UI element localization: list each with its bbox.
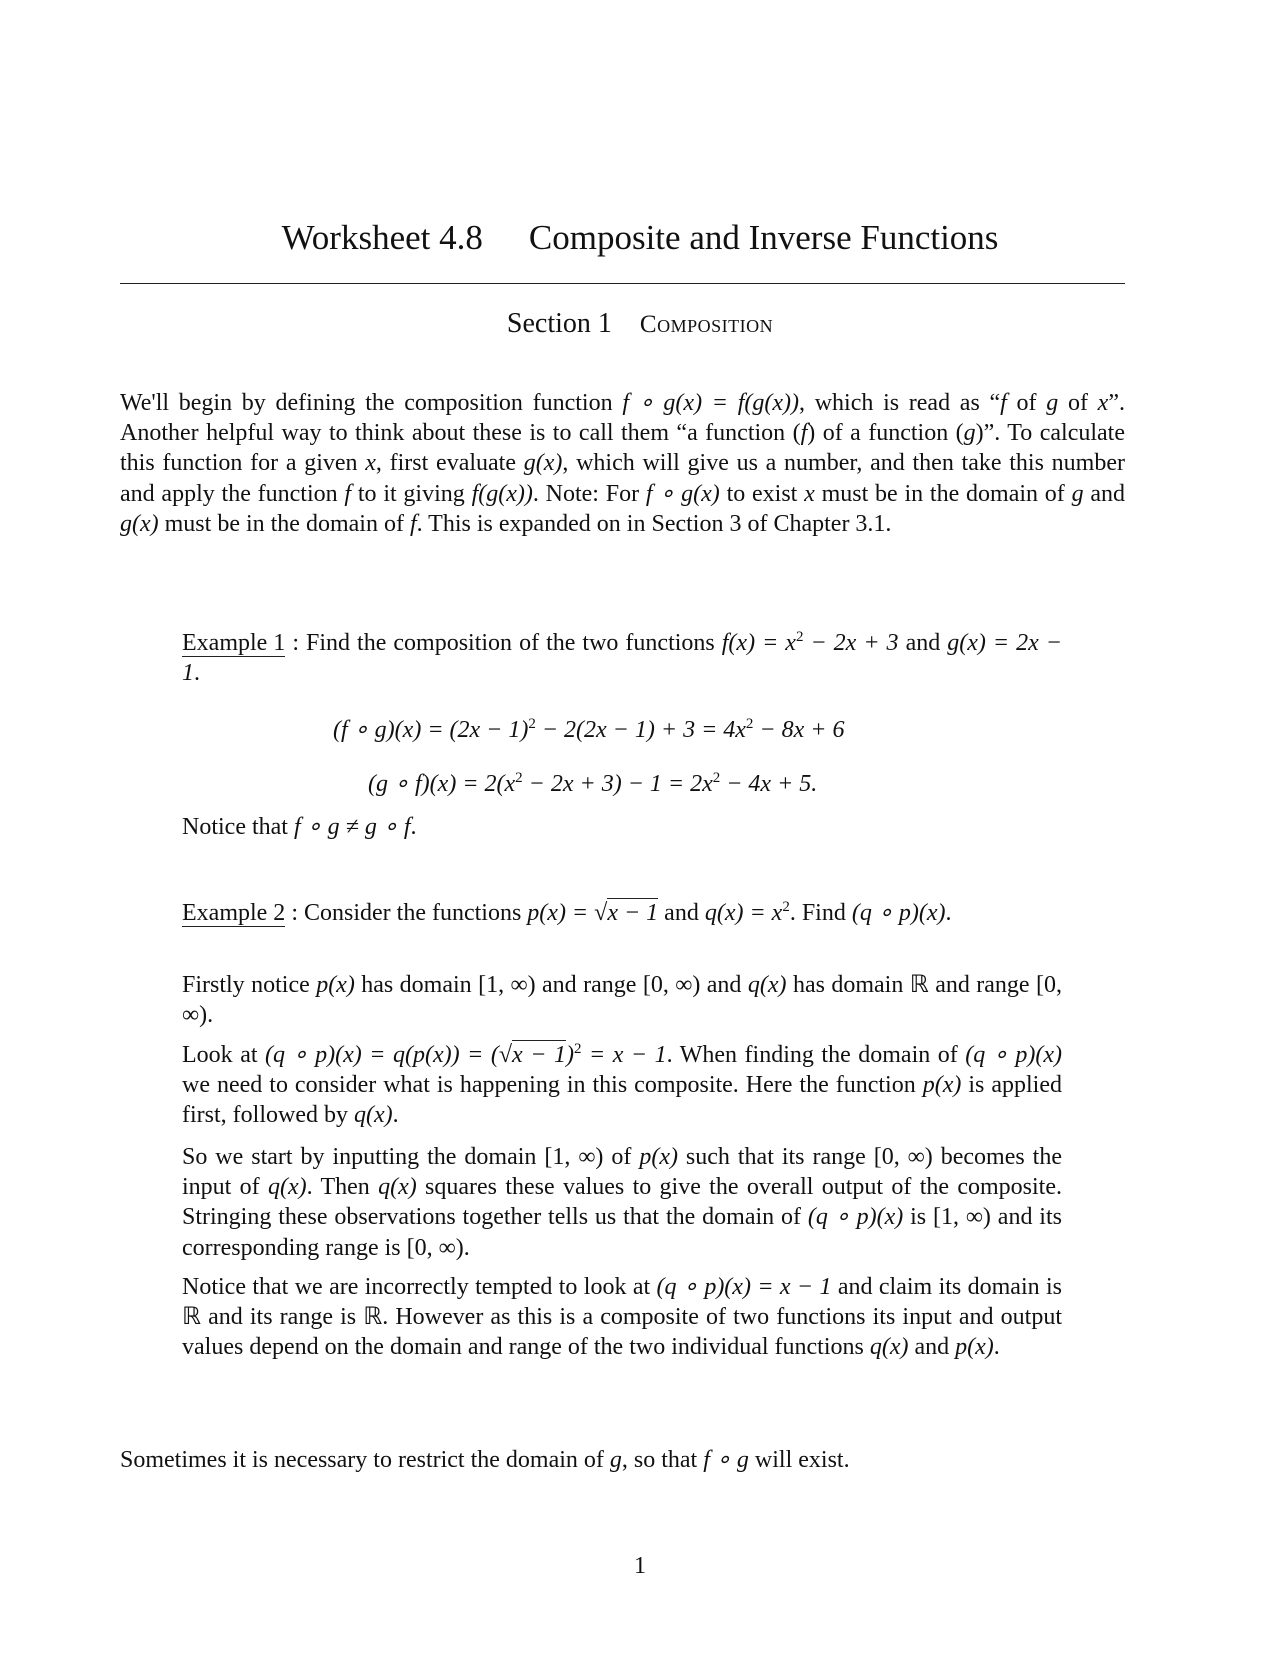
para-math: (q ∘ p)(x) = x − 1 xyxy=(656,1274,832,1300)
example-2-label: Example 2 xyxy=(182,900,286,926)
para-text: and claim its domain is ℝ and its range is ℝ. However as this is a composite of two functions its input and output values depend on the domain and range of the two individual functions xyxy=(182,1274,1063,1361)
intro-text: to it giving xyxy=(351,480,472,507)
para-text: So we start by inputting the domain [1, ∞) of xyxy=(182,1144,640,1170)
exponent: 2 xyxy=(782,899,790,915)
para-math: f ∘ g xyxy=(703,1447,749,1473)
intro-math: x xyxy=(804,480,815,507)
para-text: , so that xyxy=(621,1447,704,1473)
example-math: q(x) = x xyxy=(704,900,783,926)
para-math: p(x) xyxy=(639,1144,678,1170)
para-text: . xyxy=(392,1102,399,1129)
para-text: squares these values to give the overall output of the composite. Stringing these observations together tells us that the domain of xyxy=(182,1174,1062,1231)
intro-math: g xyxy=(963,420,976,447)
intro-math: f xyxy=(409,510,417,537)
intro-math: f ∘ g(x) = f(g(x)) xyxy=(622,390,799,416)
notice-text: . xyxy=(410,814,417,840)
para-math: g xyxy=(609,1447,622,1473)
example-2 xyxy=(182,898,1062,928)
example-colon: : xyxy=(285,630,307,656)
para-math: q(x) xyxy=(267,1174,307,1201)
intro-text: We'll begin by defining the composition function xyxy=(120,390,613,416)
exponent: 2 xyxy=(745,716,754,732)
para-math: q(x) xyxy=(869,1334,909,1361)
example-text: . Find xyxy=(789,900,852,926)
equation-f-of-g xyxy=(333,715,844,744)
equation-part: (f ∘ g)(x) = (2x − 1) xyxy=(333,717,529,743)
example-math: − 2x + 3 xyxy=(803,630,899,656)
intro-text: must be in the domain of xyxy=(158,510,410,537)
para-math: q(x) xyxy=(747,972,787,998)
intro-text: , which is read as “ xyxy=(798,390,1001,416)
intro-math: g xyxy=(1046,390,1059,416)
example-math: f(x) = x xyxy=(721,630,796,656)
intro-text: )”. To calculate this function for a given xyxy=(120,420,1126,477)
para-math: p(x) xyxy=(955,1334,994,1361)
equation-part: − 8x + 6 xyxy=(753,717,845,743)
para-math: (q ∘ p)(x) xyxy=(965,1042,1062,1068)
para-text: such that its range [0, ∞) becomes the input of xyxy=(182,1144,1062,1201)
example-text: and xyxy=(898,630,948,656)
example-1 xyxy=(182,628,1062,688)
exponent: 2 xyxy=(712,770,721,786)
para-math: p(x) xyxy=(922,1072,962,1099)
worksheet-title xyxy=(0,218,1280,258)
para-text: Sometimes it is necessary to restrict the domain of xyxy=(120,1447,610,1473)
notice-math: f ∘ g ≠ g ∘ f xyxy=(293,814,411,840)
section-label: Section 1 xyxy=(506,308,612,339)
exponent: 2 xyxy=(528,716,536,732)
intro-text: , first evaluate xyxy=(375,450,524,477)
start-paragraph xyxy=(182,1142,1062,1263)
intro-math: g xyxy=(1071,480,1084,507)
para-text: is [1, ∞) and its corresponding range is [0, ∞). xyxy=(182,1204,1062,1261)
para-text: . When finding the domain of xyxy=(666,1042,966,1068)
page-number: 1 xyxy=(634,1553,646,1579)
para-text: has domain [1, ∞) and range [0, ∞) and xyxy=(354,972,748,998)
intro-text: must be in the domain of xyxy=(814,480,1072,507)
intro-text: . This is expanded on in Section 3 of Chapter 3.1. xyxy=(416,510,892,537)
intro-text: ) of a function ( xyxy=(807,420,964,447)
radicand: x − 1 xyxy=(512,1042,566,1068)
section-heading xyxy=(0,308,1280,340)
para-text: . Then xyxy=(306,1174,379,1201)
example-text: and xyxy=(658,900,705,926)
notice-text: Notice that xyxy=(182,814,294,840)
intro-text: of xyxy=(1058,390,1098,416)
para-math: q(x) xyxy=(353,1102,393,1129)
example-math: (q ∘ p)(x) xyxy=(851,900,946,926)
example-text: . xyxy=(945,900,952,926)
equation-part: − 2x + 3) − 1 = 2x xyxy=(522,771,713,797)
exponent: 2 xyxy=(795,629,804,645)
intro-math: x xyxy=(1097,390,1109,416)
intro-math: f xyxy=(1000,390,1007,416)
example-text: Find the composition of the two functions xyxy=(306,630,722,656)
example-1-label: Example 1 xyxy=(182,630,286,656)
para-text: Firstly notice xyxy=(182,972,317,998)
para-text: we need to consider what is happening in this composite. Here the function xyxy=(182,1072,923,1099)
para-math: (q ∘ p)(x) xyxy=(807,1204,904,1231)
example-text: . xyxy=(194,660,200,687)
worksheet-title-text: Composite and Inverse Functions xyxy=(528,218,999,257)
intro-math: f xyxy=(800,420,808,447)
example-math: g(x) = 2x − 1 xyxy=(182,630,1062,687)
notice-not-commutative xyxy=(182,812,782,842)
equation-part: − 4x + 5. xyxy=(720,771,818,797)
equation-part: (g ∘ f)(x) = 2(x xyxy=(368,771,516,797)
para-math: p(x) xyxy=(316,972,355,998)
equation-g-of-f xyxy=(368,769,817,798)
section-name: Composition xyxy=(639,311,774,338)
title-rule xyxy=(120,283,1125,284)
intro-text: , which will give us a number, and then take this number and apply the function xyxy=(120,450,1125,507)
intro-text: and xyxy=(1083,480,1126,507)
exponent: 2 xyxy=(573,1041,582,1057)
look-paragraph xyxy=(182,1040,1062,1131)
intro-text: ”. Another helpful way to think about these is to call them “a function ( xyxy=(120,390,1125,447)
intro-math: g(x) xyxy=(523,450,563,477)
restrict-domain-paragraph xyxy=(120,1445,1125,1475)
intro-text: . Note: For xyxy=(532,480,646,507)
example-math: p(x) = √ xyxy=(527,900,608,926)
intro-text: of xyxy=(1006,390,1047,416)
para-math: q(x) xyxy=(378,1174,417,1201)
intro-paragraph xyxy=(120,388,1125,539)
radicand: x − 1 xyxy=(607,900,659,926)
intro-math: x xyxy=(365,450,376,477)
worksheet-number: Worksheet 4.8 xyxy=(281,218,483,257)
para-text: Look at xyxy=(182,1042,266,1068)
para-text: has domain ℝ and range [0, ∞). xyxy=(182,972,1063,1029)
intro-math: f ∘ g(x) xyxy=(645,480,720,507)
intro-math: f xyxy=(344,480,352,507)
para-math: ) xyxy=(565,1042,574,1068)
intro-math: f(g(x)) xyxy=(471,480,533,507)
domain-paragraph xyxy=(182,970,1062,1030)
para-text: will exist. xyxy=(748,1447,850,1473)
intro-text: to exist xyxy=(719,480,805,507)
example-colon: : xyxy=(285,900,304,926)
para-text: is applied first, followed by xyxy=(182,1072,1062,1129)
para-math: (q ∘ p)(x) = q(p(x)) = (√ xyxy=(265,1042,513,1068)
para-math: = x − 1 xyxy=(581,1042,667,1068)
para-text: . xyxy=(993,1334,1000,1361)
para-text: and xyxy=(908,1334,956,1361)
equation-part: − 2(2x − 1) + 3 = 4x xyxy=(535,717,746,743)
notice-incorrect-paragraph xyxy=(182,1272,1062,1363)
para-text: Notice that we are incorrectly tempted to look at xyxy=(182,1274,657,1300)
intro-math: g(x) xyxy=(120,510,159,537)
example-text: Consider the functions xyxy=(303,900,528,926)
exponent: 2 xyxy=(515,770,523,786)
